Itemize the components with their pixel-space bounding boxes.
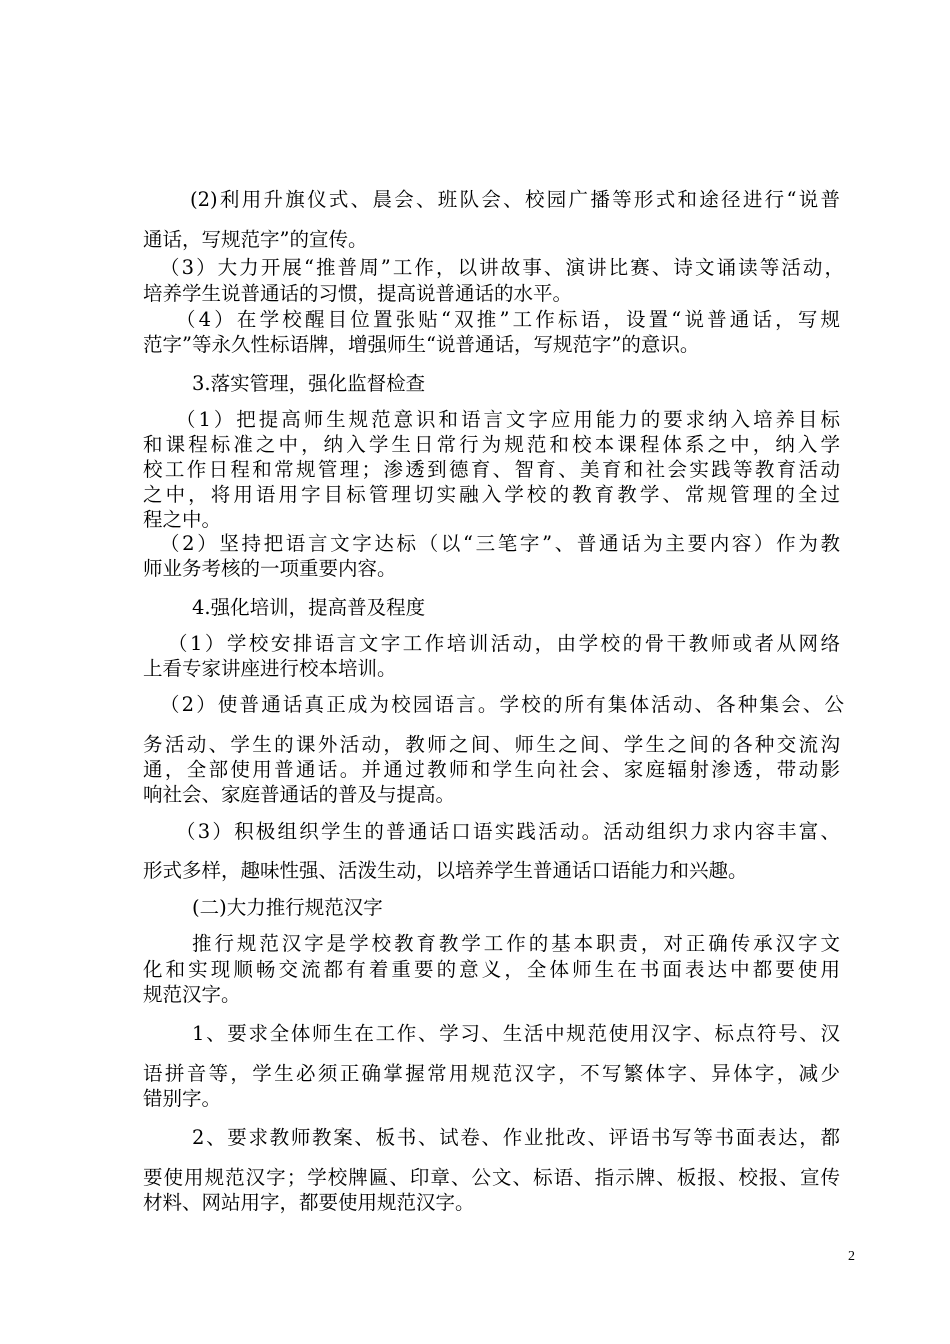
paragraph-line: 推行规范汉字是学校教育教学工作的基本职责，对正确传承汉字文 (192, 932, 840, 955)
paragraph-line: 形式多样，趣味性强、活泼生动，以培养学生普通话口语能力和兴趣。 (143, 859, 748, 882)
paragraph-line: 错别字。 (143, 1087, 222, 1110)
paragraph-line: 和课程标准之中，纳入学生日常行为规范和校本课程体系之中，纳入学 (143, 433, 840, 456)
paragraph-line: 程之中。 (143, 508, 222, 531)
paragraph-line: 要使用规范汉字；学校牌匾、印章、公文、标语、指示牌、板报、校报、宣传 (143, 1166, 840, 1189)
paragraph-line: 2、要求教师教案、板书、试卷、作业批改、评语书写等书面表达，都 (192, 1126, 840, 1149)
paragraph-line: 规范汉字。 (143, 983, 241, 1006)
section-heading: (二)大力推行规范汉字 (192, 896, 383, 919)
paragraph-line: 师业务考核的一项重要内容。 (143, 557, 397, 580)
paragraph-line: 语拼音等，学生必须正确掌握常用规范汉字，不写繁体字、异体字，减少 (143, 1062, 840, 1085)
paragraph-line: （4）在学校醒目位置张贴“双推”工作标语，设置“说普通话，写规 (176, 308, 840, 331)
paragraph-line: 上看专家讲座进行校本培训。 (143, 657, 397, 680)
paragraph-line: （2）坚持把语言文字达标（以“三笔字”、普通话为主要内容）作为教 (160, 532, 840, 555)
paragraph-line: 务活动、学生的课外活动，教师之间、师生之间、学生之间的各种交流沟 (143, 733, 840, 756)
page-number: 2 (848, 1249, 855, 1264)
paragraph-line: 通话，写规范字”的宣传。 (143, 228, 368, 251)
paragraph-line: 1、要求全体师生在工作、学习、生活中规范使用汉字、标点符号、汉 (192, 1022, 840, 1045)
paragraph-line: 化和实现顺畅交流都有着重要的意义，全体师生在书面表达中都要使用 (143, 958, 840, 981)
paragraph-line: （1）学校安排语言文字工作培训活动，由学校的骨干教师或者从网络 (168, 632, 840, 655)
paragraph-line: 之中，将用语用字目标管理切实融入学校的教育教学、常规管理的全过 (143, 483, 840, 506)
paragraph-line: （2）使普通话真正成为校园语言。学校的所有集体活动、各种集会、公 (160, 693, 844, 716)
paragraph-line: (2)利用升旗仪式、晨会、班队会、校园广播等形式和途径进行“说普 (190, 188, 840, 211)
section-heading: 3.落实管理，强化监督检查 (192, 372, 426, 395)
paragraph-line: （1）把提高师生规范意识和语言文字应用能力的要求纳入培养目标 (176, 408, 840, 431)
paragraph-line: 校工作日程和常规管理；渗透到德育、智育、美育和社会实践等教育活动 (143, 458, 840, 481)
paragraph-line: 响社会、家庭普通话的普及与提高。 (143, 783, 456, 806)
paragraph-line: 材料、网站用字，都要使用规范汉字。 (143, 1191, 475, 1214)
paragraph-line: 培养学生说普通话的习惯，提高说普通话的水平。 (143, 282, 573, 305)
paragraph-line: 范字”等永久性标语牌，增强师生“说普通话，写规范字”的意识。 (143, 333, 700, 356)
paragraph-line: 通，全部使用普通话。并通过教师和学生向社会、家庭辐射渗透，带动影 (143, 758, 840, 781)
paragraph-line: （3）大力开展“推普周”工作，以讲故事、演讲比赛、诗文诵读等活动， (160, 256, 844, 279)
paragraph-line: （3）积极组织学生的普通话口语实践活动。活动组织力求内容丰富、 (176, 820, 840, 843)
section-heading: 4.强化培训，提高普及程度 (192, 596, 426, 619)
